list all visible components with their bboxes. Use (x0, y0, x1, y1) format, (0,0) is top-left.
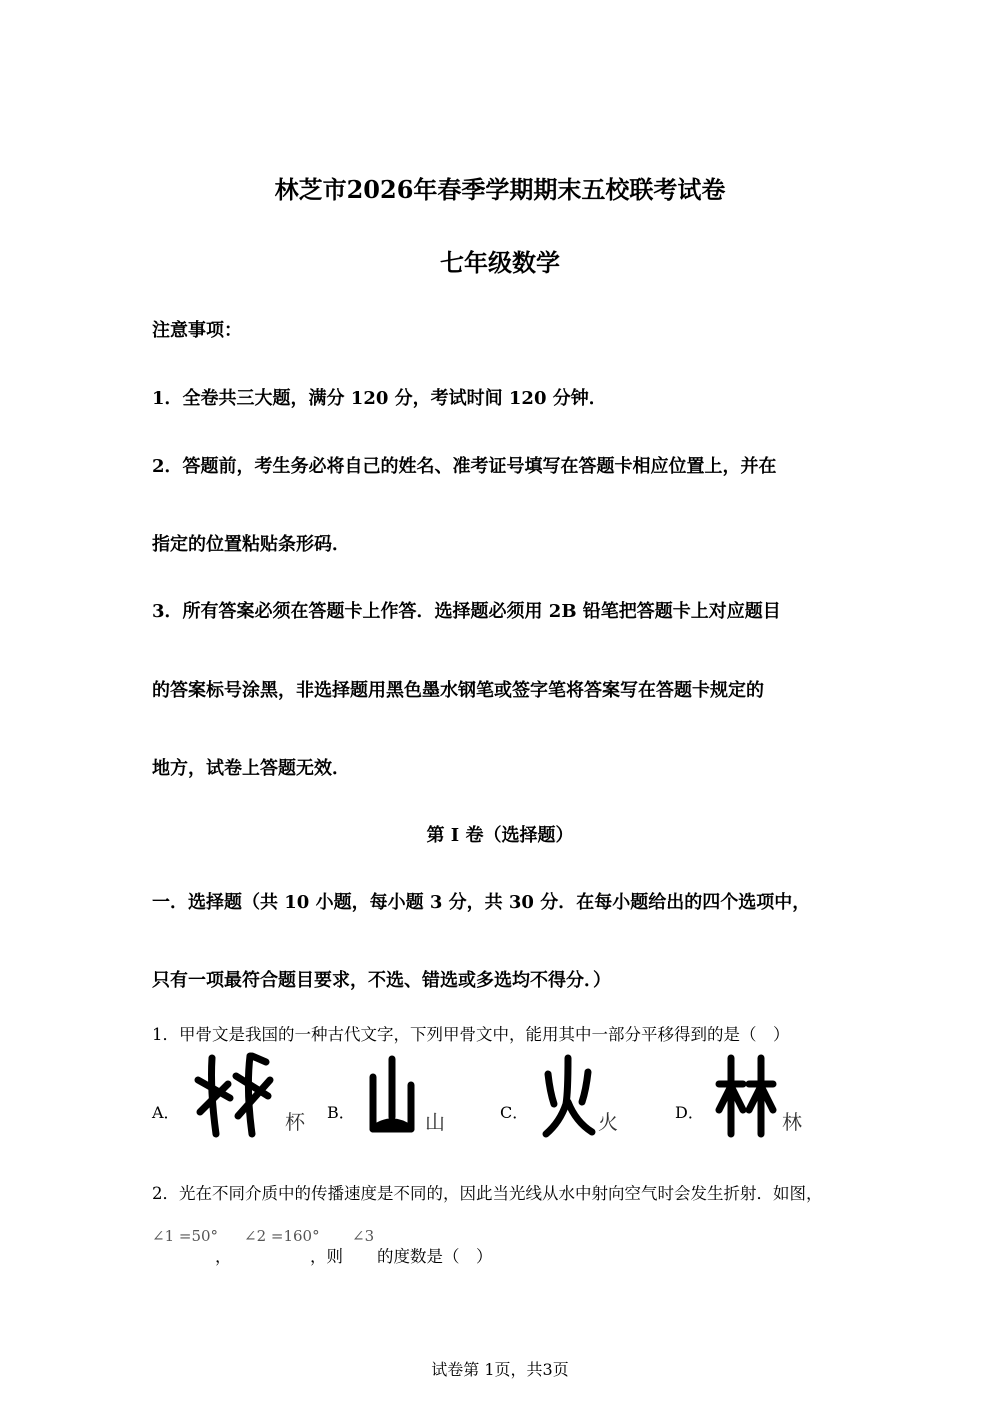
oracle-lin-icon (715, 1052, 777, 1140)
exam-subtitle: 七年级数学 (440, 248, 560, 277)
notice-line: 的答案标号涂黑，非选择题用黑色墨水钢笔或签字笔将答案写在答题卡规定的 (152, 680, 764, 701)
option-b-letter: B． (327, 1103, 355, 1122)
notice-heading: 注意事项： (152, 320, 242, 341)
option-d-letter: D． (675, 1103, 704, 1122)
notice-line: 指定的位置粘贴条形码． (152, 534, 350, 555)
option-a-letter: A． (152, 1103, 180, 1122)
oracle-shan-icon (365, 1055, 420, 1140)
angle-3-label: ∠3 (352, 1227, 375, 1245)
part-heading: 第 I 卷（选择题） (426, 825, 574, 846)
question-1-stem: 1．甲骨文是我国的一种古代文字，下列甲骨文中，能用其中一部分平移得到的是（ ） (152, 1025, 790, 1044)
question-2-stem: 2．光在不同介质中的传播速度是不同的，因此当光线从水中射向空气时会发生折射．如图， (152, 1184, 823, 1203)
notice-line: 3．所有答案必须在答题卡上作答．选择题必须用 2B 铅笔把答题卡上对应题目 (152, 601, 781, 622)
section-instructions: 只有一项最符合题目要求，不选、错选或多选均不得分．） (152, 970, 611, 991)
page-footer: 试卷第 1页，共3页 (431, 1360, 569, 1379)
oracle-huo-icon (538, 1052, 598, 1140)
section-instructions: 一．选择题（共 10 小题，每小题 3 分，共 30 分．在每小题给出的四个选项中， (152, 892, 811, 913)
angle-1-value: ∠1 =50° (152, 1227, 219, 1245)
notice-line: 地方，试卷上答题无效． (152, 758, 350, 779)
option-c-caption: 火 (598, 1110, 618, 1134)
separator-comma: ， (215, 1247, 232, 1266)
exam-title: 林芝市2026年春季学期期末五校联考试卷 (274, 175, 726, 204)
notice-line: 1．全卷共三大题，满分 120 分，考试时间 120 分钟． (152, 388, 607, 409)
option-b-caption: 山 (425, 1110, 445, 1134)
option-a-caption: 杯 (285, 1110, 305, 1134)
angle-2-value: ∠2 =160° (244, 1227, 320, 1245)
then-text: ，则 (310, 1247, 343, 1266)
option-c-letter: C． (500, 1103, 529, 1122)
oracle-bei-icon (190, 1050, 280, 1140)
notice-line: 2．答题前，考生务必将自己的姓名、准考证号填写在答题卡相应位置上，并在 (152, 456, 777, 477)
option-d-caption: 林 (782, 1110, 802, 1134)
question-2-ask: 的度数是（ ） (377, 1247, 493, 1266)
